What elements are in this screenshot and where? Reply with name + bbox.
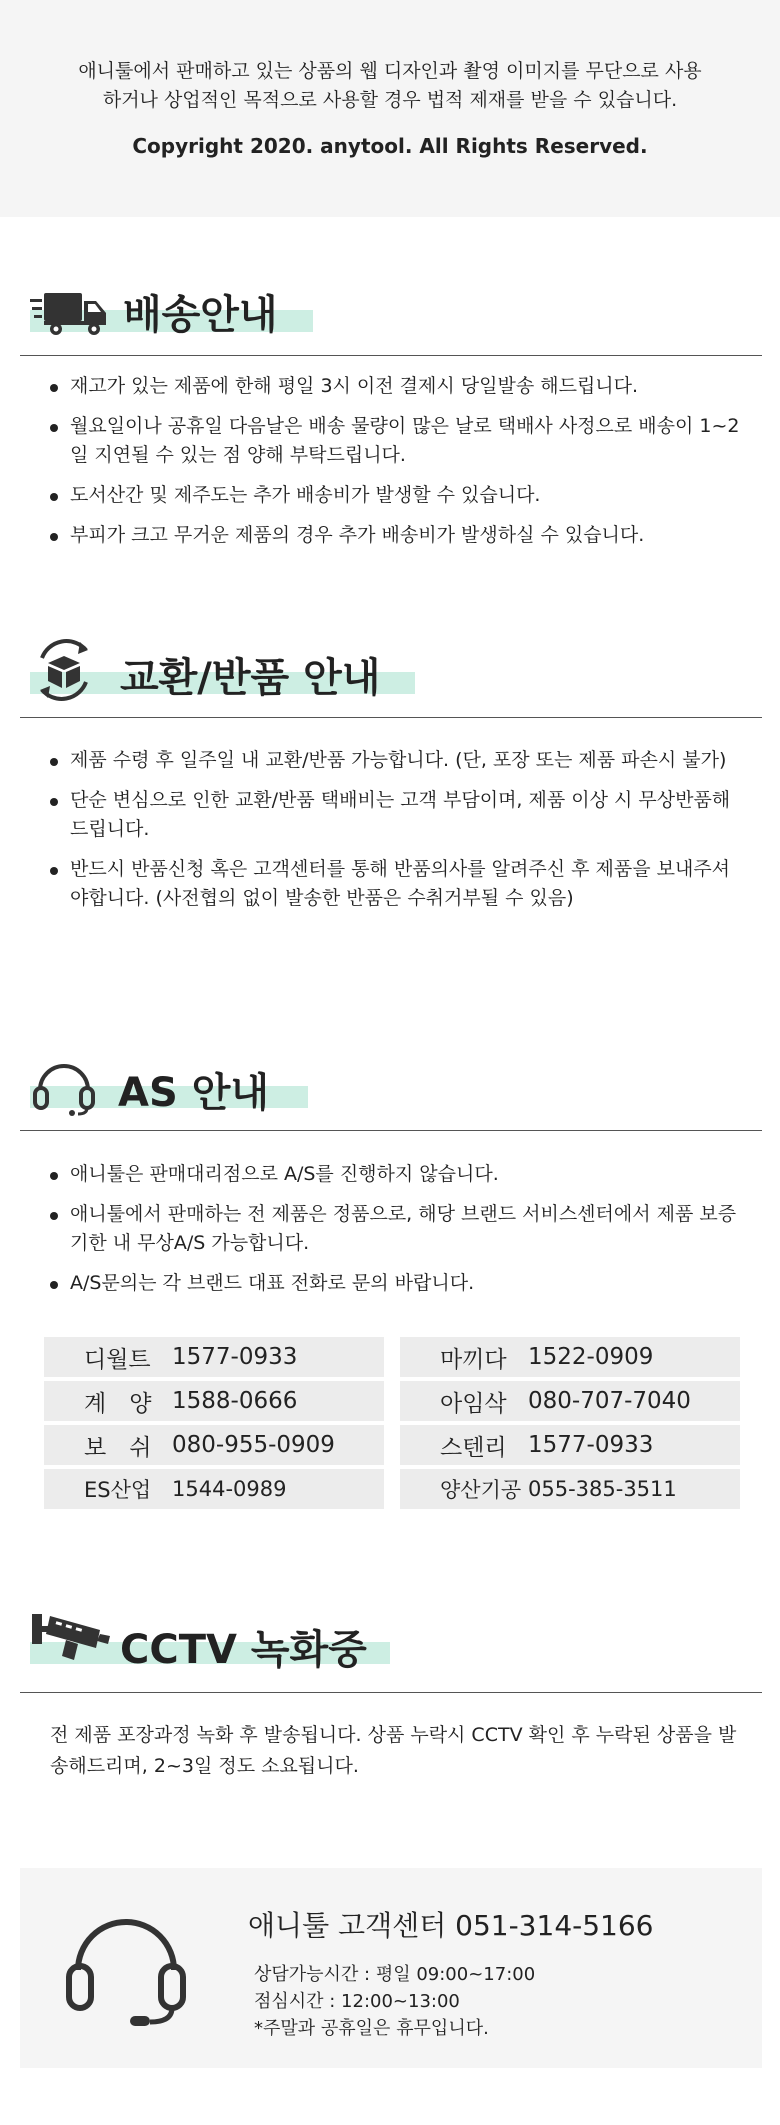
divider xyxy=(20,1130,762,1131)
list-item: 월요일이나 공휴일 다음날은 배송 물량이 많은 날로 택배사 사정으로 배송이 1~2일 지연될 수 있는 점 양해 부탁드립니다. xyxy=(48,412,748,470)
brand-name: 양산기공 xyxy=(440,1478,522,1502)
list-item: 도서산간 및 제주도는 추가 배송비가 발생할 수 있습니다. xyxy=(48,481,748,510)
copyright-text: Copyright 2020. anytool. All Rights Reserved. xyxy=(132,134,648,158)
brand-phone: 1577-0933 xyxy=(528,1432,654,1458)
contact-cell xyxy=(44,1469,384,1509)
consult-hours: 상담가능시간 : 평일 09:00~17:00 xyxy=(254,1964,536,1985)
divider xyxy=(20,355,762,356)
contact-cell xyxy=(44,1381,384,1421)
as-title: AS 안내 xyxy=(118,1070,269,1116)
truck-icon xyxy=(30,289,112,337)
holiday-note: *주말과 공휴일은 휴무입니다. xyxy=(254,2018,489,2039)
brand-name: 계 양 xyxy=(84,1390,152,1417)
list-item: 단순 변심으로 인한 교환/반품 택배비는 고객 부담이며, 제품 이상 시 무상반품해드립니다. xyxy=(48,786,748,844)
brand-phone: 1577-0933 xyxy=(172,1344,298,1370)
table-row xyxy=(44,1337,740,1377)
table-row xyxy=(44,1425,740,1465)
list-item: 애니툴에서 판매하는 전 제품은 정품으로, 해당 브랜드 서비스센터에서 제품 보증기한 내 무상A/S 가능합니다. xyxy=(48,1200,748,1258)
contact-cell xyxy=(400,1337,740,1377)
divider xyxy=(20,717,762,718)
contact-cell xyxy=(44,1425,384,1465)
cctv-header xyxy=(20,1600,762,1680)
cctv-title: CCTV 녹화중 xyxy=(120,1627,367,1673)
contact-cell xyxy=(400,1425,740,1465)
brand-phone: 1588-0666 xyxy=(172,1388,298,1414)
exchange-title: 교환/반품 안내 xyxy=(120,655,381,701)
brand-name: 마끼다 xyxy=(440,1346,507,1373)
table-row xyxy=(44,1381,740,1421)
shipping-list xyxy=(48,372,748,561)
brand-name: ES산업 xyxy=(84,1478,152,1502)
box-exchange-icon xyxy=(30,632,98,708)
cctv-camera-icon xyxy=(30,1608,112,1672)
exchange-list xyxy=(48,746,748,924)
customer-center-title: 애니툴 고객센터 051-314-5166 xyxy=(248,1909,654,1942)
headset-icon xyxy=(32,1060,96,1116)
exchange-header xyxy=(20,628,762,708)
copyright-notice xyxy=(0,0,780,217)
list-item: A/S문의는 각 브랜드 대표 전화로 문의 바랍니다. xyxy=(48,1269,748,1298)
headset-large-icon xyxy=(64,1908,188,2028)
list-item: 반드시 반품신청 혹은 고객센터를 통해 반품의사를 알려주신 후 제품을 보내주셔야합니다. (사전협의 없이 발송한 반품은 수취거부될 수 있음) xyxy=(48,855,748,913)
as-list xyxy=(48,1160,748,1309)
notice-line-2: 하거나 상업적인 목적으로 사용할 경우 법적 제재를 받을 수 있습니다. xyxy=(102,89,678,111)
contact-cell xyxy=(44,1337,384,1377)
brand-phone: 080-955-0909 xyxy=(172,1432,335,1458)
brand-phone: 055-385-3511 xyxy=(528,1477,677,1501)
brand-name: 보 쉬 xyxy=(84,1434,152,1461)
shipping-title: 배송안내 xyxy=(123,292,278,338)
brand-name: 아임삭 xyxy=(440,1390,507,1417)
customer-center-box xyxy=(20,1868,762,2068)
list-item: 재고가 있는 제품에 한해 평일 3시 이전 결제시 당일발송 해드립니다. xyxy=(48,372,748,401)
list-item: 부피가 크고 무거운 제품의 경우 추가 배송비가 발생하실 수 있습니다. xyxy=(48,521,748,550)
brand-phone: 080-707-7040 xyxy=(528,1388,691,1414)
lunch-hours: 점심시간 : 12:00~13:00 xyxy=(254,1991,460,2012)
as-header xyxy=(20,1050,762,1120)
contact-cell xyxy=(400,1381,740,1421)
shipping-header xyxy=(20,275,762,345)
contact-cell xyxy=(400,1469,740,1509)
brand-name: 스텐리 xyxy=(440,1434,507,1461)
list-item: 애니툴은 판매대리점으로 A/S를 진행하지 않습니다. xyxy=(48,1160,748,1189)
list-item: 제품 수령 후 일주일 내 교환/반품 가능합니다. (단, 포장 또는 제품 파손시 불가) xyxy=(48,746,748,775)
notice-line-1: 애니툴에서 판매하고 있는 상품의 웹 디자인과 촬영 이미지를 무단으로 사용 xyxy=(78,60,702,82)
brand-phone: 1544-0989 xyxy=(172,1477,287,1501)
cctv-description: 전 제품 포장과정 녹화 후 발송됩니다. 상품 누락시 CCTV 확인 후 누락된 상품을 발송해드리며, 2~3일 정도 소요됩니다. xyxy=(50,1724,737,1777)
divider xyxy=(20,1692,762,1693)
brand-phone: 1522-0909 xyxy=(528,1344,654,1370)
table-row xyxy=(44,1469,740,1509)
as-contact-table xyxy=(44,1337,740,1513)
brand-name: 디월트 xyxy=(84,1346,151,1373)
